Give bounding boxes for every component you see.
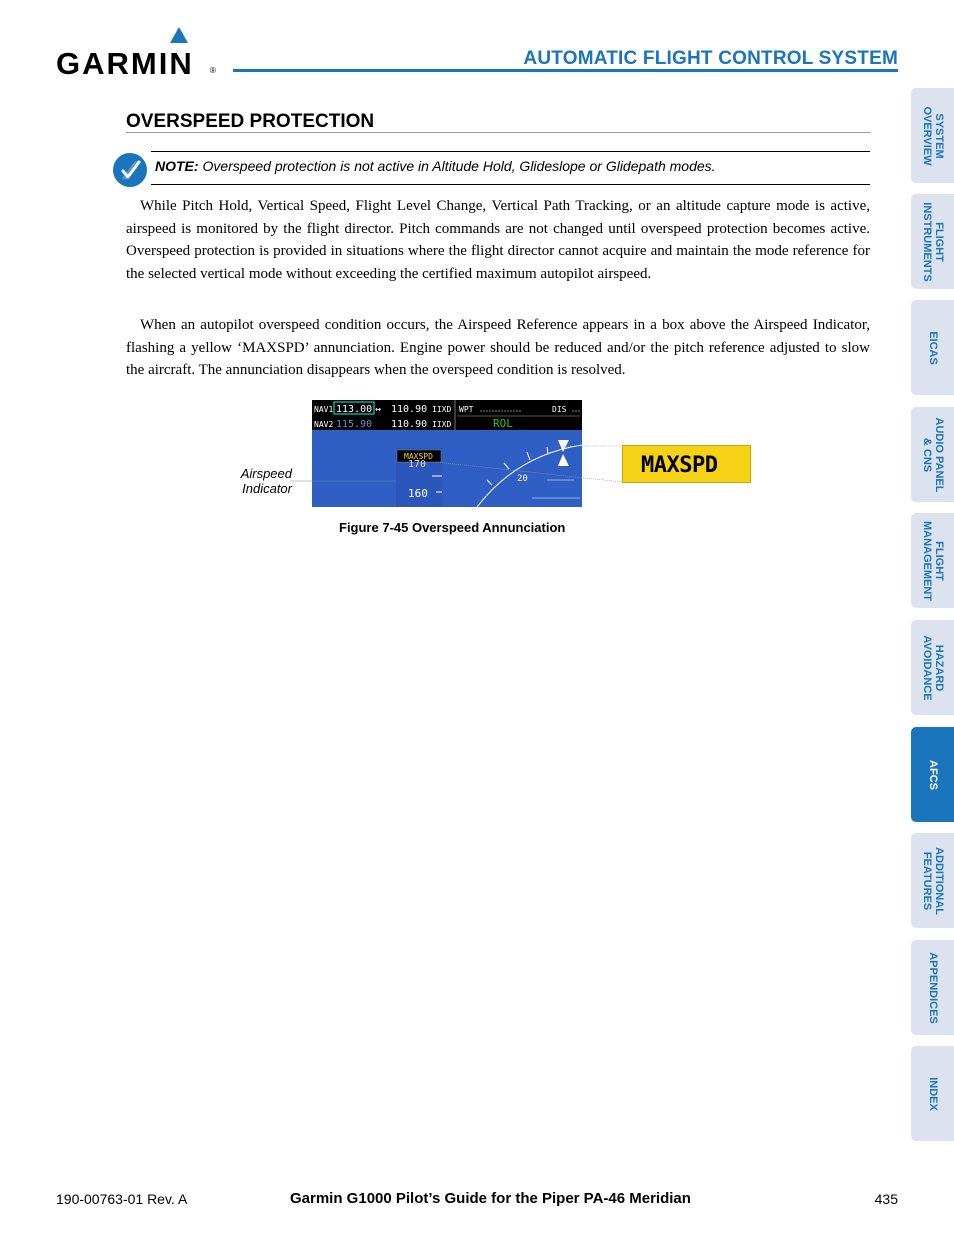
garmin-logo: [56, 26, 220, 81]
note-rule-bottom: [151, 184, 870, 185]
wpt-label: WPT: [459, 405, 474, 414]
tab-system-overview[interactable]: [911, 88, 954, 183]
maxspd-annunciation-text: MAXSPD: [641, 453, 718, 478]
maxspd-small: MAXSPD: [404, 452, 433, 461]
note-rule-top: [151, 151, 870, 152]
tab-index[interactable]: [911, 1046, 954, 1141]
tab-label: FLIGHT MANAGEMENT: [920, 520, 945, 601]
tab-label: FLIGHT INSTRUMENTS: [920, 201, 945, 282]
note-label: NOTE:: [155, 158, 199, 174]
paragraph-2: When an autopilot overspeed condition occurs, the Airspeed Reference appears in a box above the Airspeed Indicator, flashing a yellow ‘MAXSPD’ annunciation. Engine power should be reduced and/or the pitch reference adjusted to slow the aircraft. The annunciation disappears when the overspeed condition is resolved.: [126, 317, 870, 378]
tab-label: INDEX: [926, 1076, 939, 1111]
doc-title: Garmin G1000 Pilot’s Guide for the Piper PA-46 Meridian: [290, 1190, 691, 1207]
tab-label: HAZARD AVOIDANCE: [920, 634, 945, 701]
nav2-label: NAV2: [314, 420, 334, 429]
tab-hazard-avoidance[interactable]: [911, 620, 954, 715]
logo-triangle-icon: [169, 26, 189, 44]
airspeed-value: 160: [408, 487, 428, 500]
leader-lines: [290, 440, 630, 490]
airspeed-indicator-callout: [222, 466, 292, 496]
page-heading: OVERSPEED PROTECTION: [126, 111, 375, 132]
logo-text: GARMIN: [56, 46, 194, 81]
note-text: [155, 158, 716, 174]
tab-label: EICAS: [926, 330, 939, 365]
doc-number: 190-00763-01 Rev. A: [56, 1191, 188, 1207]
paragraph-1: While Pitch Hold, Vertical Speed, Flight Level Change, Vertical Path Tracking, or an altitude capture mode is active, airspeed is monitored by the flight director. Pitch commands are not changed until overspeed protection becomes active. Overspeed protection is provided in situations where the flight director cannot acquire and maintain the mode reference for the selected vertical mode without exceeding the certified maximum autopilot airspeed.: [126, 198, 870, 282]
pitch-mark: 20: [517, 474, 528, 484]
tab-audio-panel-cns[interactable]: [911, 407, 954, 502]
heading-rule: [126, 132, 870, 133]
nav1-label: NAV1: [314, 405, 334, 414]
nav1-standby: 110.90: [391, 404, 428, 415]
tab-flight-management[interactable]: [911, 513, 954, 608]
ap-mode: ROL: [493, 417, 513, 430]
nav2-ident: IIXD: [432, 420, 452, 429]
header-rule: [233, 69, 898, 72]
nav1-active: 113.00: [336, 404, 373, 415]
callout-text: Airspeed Indicator: [240, 466, 292, 496]
tab-label: ADDITIONAL FEATURES: [920, 846, 945, 915]
nav2-active: 115.90: [336, 419, 373, 430]
tab-afcs[interactable]: [911, 727, 954, 822]
section-title: AUTOMATIC FLIGHT CONTROL SYSTEM: [523, 48, 898, 69]
tab-label: AUDIO PANEL & CNS: [920, 417, 945, 492]
nav2-standby: 110.90: [391, 419, 428, 430]
dis-label: DIS: [552, 405, 567, 414]
logo-registered-mark: ®: [210, 66, 216, 75]
note-body: Overspeed protection is not active in Altitude Hold, Glideslope or Glidepath modes.: [198, 158, 716, 174]
tab-flight-instruments[interactable]: [911, 194, 954, 289]
nav1-ident: IIXD: [432, 405, 452, 414]
maxspd-annunciation: [622, 445, 751, 483]
airspeed-top: 170: [408, 459, 427, 470]
page-number: 435: [874, 1191, 898, 1207]
tab-appendices[interactable]: [911, 940, 954, 1035]
note-check-icon: [113, 153, 147, 187]
tab-additional-features[interactable]: [911, 833, 954, 928]
figure-caption: Figure 7-45 Overspeed Annunciation: [339, 520, 566, 535]
tab-label: APPENDICES: [926, 951, 939, 1024]
nav1-arrow: ↔: [375, 404, 382, 415]
tab-label: SYSTEM OVERVIEW: [920, 105, 945, 166]
tab-eicas[interactable]: [911, 300, 954, 395]
tab-label: AFCS: [926, 759, 939, 790]
